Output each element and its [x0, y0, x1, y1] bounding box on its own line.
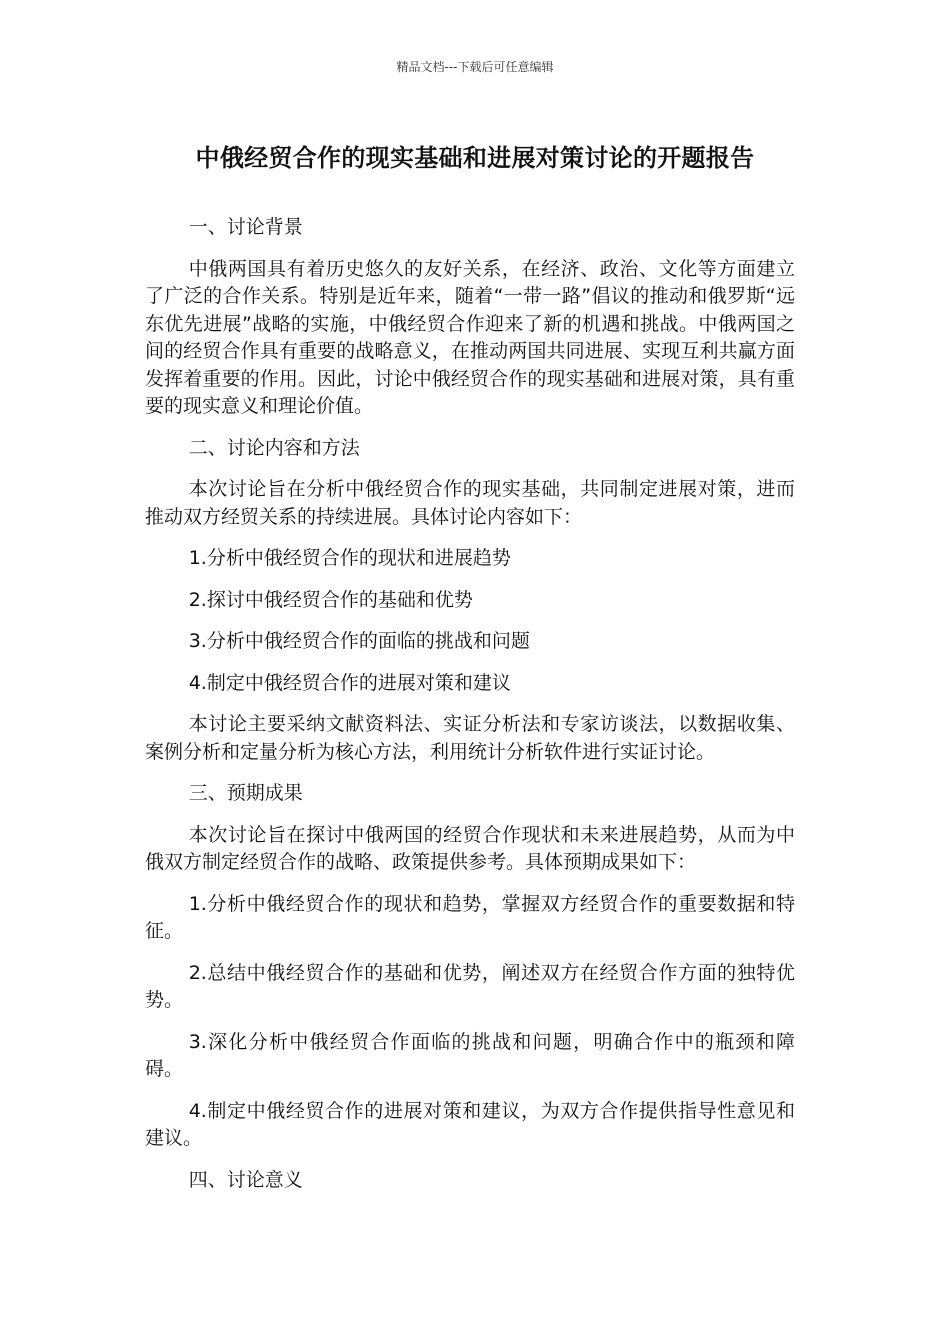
section-heading-expected-results: 三、预期成果: [188, 782, 303, 804]
paragraph-content-intro: 本次讨论旨在分析中俄经贸合作的现实基础，共同制定进展对策，进而推动双方经贸关系的持续进展。具体讨论内容如下：: [145, 478, 795, 528]
list-item: 1.分析中俄经贸合作的现状和进展趋势: [188, 547, 511, 569]
list-item: 4.制定中俄经贸合作的进展对策和建议: [188, 671, 511, 694]
paragraph-results-intro: 本次讨论旨在探讨中俄两国的经贸合作现状和未来进展趋势，从而为中俄双方制定经贸合作的战略、政策提供参考。具体预期成果如下：: [145, 823, 795, 873]
result-item: 4.制定中俄经贸合作的进展对策和建议，为双方合作提供指导性意见和建议。: [145, 1099, 795, 1149]
header-note: 精品文档---下载后可任意编辑: [396, 60, 554, 74]
result-item: 2.总结中俄经贸合作的基础和优势，阐述双方在经贸合作方面的独特优势。: [145, 961, 795, 1011]
paragraph-methods: 本讨论主要采纳文献资料法、实证分析法和专家访谈法，以数据收集、案例分析和定量分析为核心方法，利用统计分析软件进行实证讨论。: [145, 713, 795, 763]
section-heading-content-method: 二、讨论内容和方法: [188, 436, 360, 459]
document-body: [145, 214, 795, 1194]
paragraph-background: 中俄两国具有着历史悠久的友好关系，在经济、政治、文化等方面建立了广泛的合作关系。特别是近年来，随着“一带一路”倡议的推动和俄罗斯“远东优先进展”战略的实施，中俄经贸合作迎来了新的机遇和挑战。中俄两国之间的经贸合作具有重要的战略意义，在推动两国共同进展、实现互利共赢方面发挥着重要的作用。因此，讨论中俄经贸合作的现实基础和进展对策，具有重要的现实意义和理论价值。: [145, 257, 795, 417]
list-item: 2.探讨中俄经贸合作的基础和优势: [188, 588, 473, 611]
section-heading-background: 一、讨论背景: [188, 216, 303, 238]
document-title: 中俄经贸合作的现实基础和进展对策讨论的开题报告: [195, 144, 755, 172]
list-item: 3.分析中俄经贸合作的面临的挑战和问题: [188, 630, 530, 652]
result-item: 1.分析中俄经贸合作的现状和趋势，掌握双方经贸合作的重要数据和特征。: [145, 892, 795, 942]
result-item: 3.深化分析中俄经贸合作面临的挑战和问题，明确合作中的瓶颈和障碍。: [145, 1030, 795, 1080]
section-heading-significance: 四、讨论意义: [188, 1168, 303, 1191]
